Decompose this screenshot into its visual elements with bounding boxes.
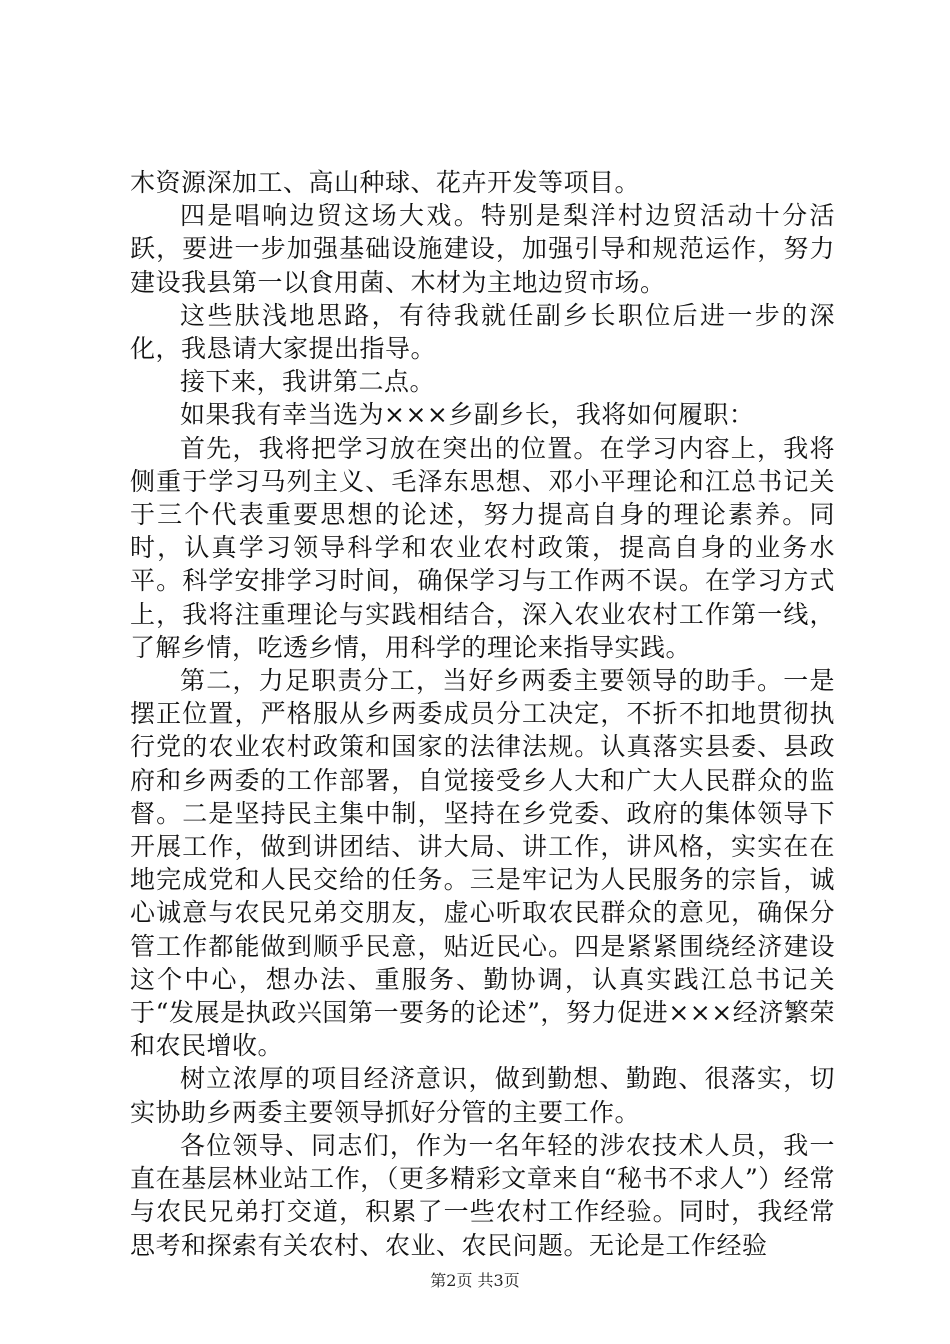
paragraph-4: 接下来，我讲第二点。 (180, 367, 436, 397)
paragraph-2: 四是唱响边贸这场大戏。特别是梨洋村边贸活动十分活跃，要进一步加强基础设施建设，加强引导和规范运作，努力建设我县第一以食用菌、木材为主地边贸市场。 (130, 201, 835, 297)
document-body (130, 166, 835, 1262)
paragraph-8: 树立浓厚的项目经济意识，做到勤想、勤跑、很落实，切实协助乡两委主要领导抓好分管的主要工作。 (130, 1064, 835, 1127)
paragraph-5: 如果我有幸当选为×××乡副乡长，我将如何履职： (180, 400, 755, 430)
paragraph-7: 第二，力足职责分工，当好乡两委主要领导的助手。一是摆正位置，严格服从乡两委成员分工决定，不折不扣地贯彻执行党的农业农村政策和国家的法律法规。认真落实县委、县政府和乡两委的工作部署，自觉接受乡人大和广大人民群众的监督。二是坚持民主集中制，坚持在乡党委、政府的集体领导下开展工作，做到讲团结、讲大局、讲工作，讲风格，实实在在地完成党和人民交给的任务。三是牢记为人民服务的宗旨，诚心诚意与农民兄弟交朋友，虚心听取农民群众的意见，确保分管工作都能做到顺乎民意，贴近民心。四是紧紧围绕经济建设这个中心，想办法、重服务、勤协调，认真实践江总书记关于“发展是执政兴国第一要务的论述”，努力促进×××经济繁荣和农民增收。 (130, 666, 835, 1061)
paragraph-3: 这些肤浅地思路，有待我就任副乡长职位后进一步的深化，我恳请大家提出指导。 (130, 300, 835, 364)
paragraph-9: 各位领导、同志们，作为一名年轻的涉农技术人员，我一直在基层林业站工作，（更多精彩文章来自“秘书不求人”）经常与农民兄弟打交道，积累了一些农村工作经验。同时，我经常思考和探索有关农村、农业、农民问题。无论是工作经验 (130, 1130, 835, 1260)
paragraph-6: 首先，我将把学习放在突出的位置。在学习内容上，我将侧重于学习马列主义、毛泽东思想、邓小平理论和江总书记关于三个代表重要思想的论述，努力提高自身的理论素养。同时，认真学习领导科学和农业农村政策，提高自身的业务水平。科学安排学习时间，确保学习与工作两不误。在学习方式上，我将注重理论与实践相结合，深入农业农村工作第一线，了解乡情，吃透乡情，用科学的理论来指导实践。 (130, 433, 835, 662)
page-number-footer: 第2页 共3页 (430, 1271, 520, 1290)
paragraph-1: 木资源深加工、高山种球、花卉开发等项目。 (130, 168, 641, 197)
